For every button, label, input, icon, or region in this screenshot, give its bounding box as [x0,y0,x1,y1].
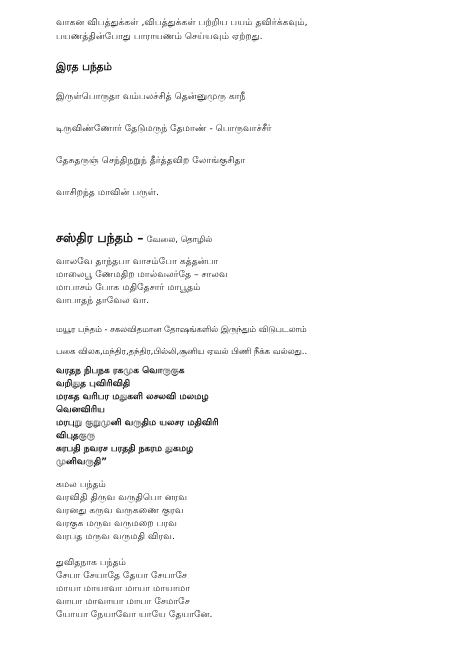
mayura-verse-4: வெனவிரிய [56,405,105,415]
mayura-verse-3: மரகத வரிபர மதுகளி லசலவி மலமழ [56,392,209,402]
ratha-line-4: வாசிறந்த மாவின் பருள். [56,187,159,198]
sasthira-line-4: வாபாதந் தாவேல வா. [56,295,150,306]
kamala-line-2: வரனது கருவ வருகணை குரவ [56,505,184,516]
sasthira-heading: சஸ்திர பந்தம் – [56,230,144,245]
mayura-verse-5: மரபுறு குறுமுனி வருதிம யலசர மதிவிரி [56,418,219,428]
mayura-line-1: மயூர பந்தம் - சகலவிதமான தோஷங்களில் இருந்தும் விடுபடலாம் [56,324,307,334]
kamala-line-4: வரபத மருவ வருமதி விரவ. [56,531,175,542]
mayura-line-2: பகை விலக,மந்திர,தந்திர,பில்லி,சூனிய ஏவல் பிணி நீக்க வல்லது.. [56,346,308,356]
dhuvithanaga-heading: துவிதநாக பந்தம் [56,557,127,568]
intro-line-2: பயணத்தின்போது பாராயணம் செய்யவும் ஏற்றது. [56,31,263,42]
mayura-verse-7: சுரபதி நவரச பரததி நகரம துகமழ [56,444,194,454]
sasthira-line-2: மாலைபூ ணேமதிற மால்வலர்தே – சாலவ [56,269,228,280]
mayura-verse-2: வறிதுத புவிரிவிதி [56,379,131,389]
kamala-line-1: வரவிதி திருவ வருதிபொ னரவ [56,492,188,503]
dhuvithanaga-line-4: யோயா நேயாவோ யாயே தேயானே. [56,609,213,620]
sasthira-line-1: வாலவே தாந்தபா வாசம்போ கத்தன்பா [56,256,219,267]
kamala-heading: கமல பந்தம் [56,479,106,490]
mayura-verse-6: விபுதகுரு [56,431,96,441]
intro-line-1: வாகன விபத்துக்கள் ,விபத்துக்கள் பற்றிய பயம் தவிர்க்கவும், [56,17,308,28]
ratha-heading: இரத பந்தம் [56,61,112,73]
dhuvithanaga-line-3: வாயா மாவாயா மாயா சேமாசே [56,596,190,607]
sasthira-heading-row [56,232,212,246]
ratha-line-2: டிருவிண்ணோர் தேடுமருந் தேமாண் - பொருவாச்சீர் [56,123,272,134]
kamala-line-3: வரகுக மருவ வருமறை பரவ [56,518,178,529]
ratha-line-1: இருள்பொருதா வம்பலச்சித் தென்னுமுரு காநீ [56,91,246,102]
sasthira-subtitle: வேலை, தொழில் [146,234,213,244]
mayura-verse-8: முனிவருதி” [56,457,108,467]
ratha-line-3: தேசுதருஞ் செந்திநறுந் தீர்த்தவிற லோங்குசிதா [56,155,246,166]
sasthira-line-3: மாபாசம் போக மதிதேசார் மாபூதம் [56,282,201,293]
dhuvithanaga-line-2: மாயா மாயாவா மாயா மாயாமா [56,583,191,594]
dhuvithanaga-line-1: சேயா சேயாதே தேயா சேயாசே [56,570,187,581]
mayura-verse-1: வரதந நிபநக ரகமுக வொருகுக [56,366,185,376]
